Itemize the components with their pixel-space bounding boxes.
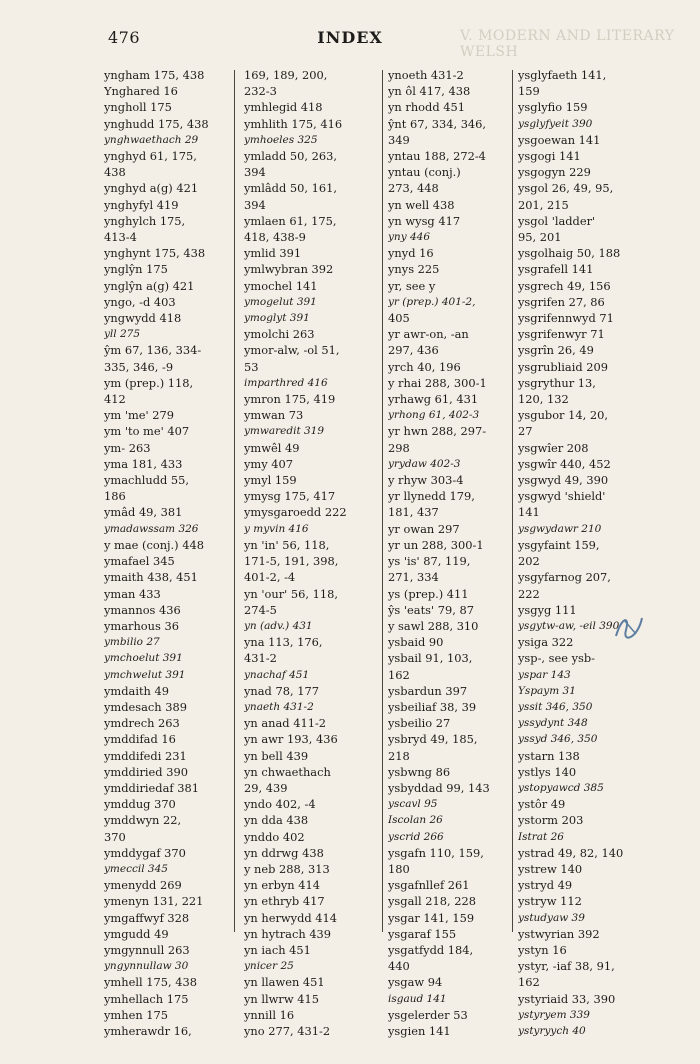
index-entry: 53 <box>244 359 259 374</box>
index-entry: yscrid 266 <box>388 830 444 843</box>
column-rule <box>382 70 383 932</box>
index-entry: 29, 439 <box>244 780 288 795</box>
index-entry: yssyd 346, 350 <box>518 733 598 746</box>
index-entry: ysgaraf 155 <box>388 926 457 941</box>
index-entry: yn hytrach 439 <box>244 926 332 941</box>
index-entry: ys (prep.) 411 <box>388 586 469 601</box>
index-entry: ymhellach 175 <box>104 991 189 1006</box>
index-entry: ysglyfio 159 <box>518 100 588 115</box>
index-entry: ysgrythur 13, <box>518 375 596 390</box>
index-entry: ymdaith 49 <box>104 683 169 698</box>
index-entry: yr awr-on, -an <box>388 327 469 342</box>
index-entry: ynyd 16 <box>388 246 434 261</box>
index-entry: ymddiried 390 <box>104 764 188 779</box>
index-entry: yntau 188, 272-4 <box>388 149 486 164</box>
index-entry: ymgynnull 263 <box>104 942 190 957</box>
index-entry: ymadawssam 326 <box>104 522 199 535</box>
index-entry: yn llawen 451 <box>244 975 325 990</box>
index-entry: 401-2, -4 <box>244 570 296 585</box>
index-entry: ymddiriedaf 381 <box>104 780 199 795</box>
index-entry: ymhlegid 418 <box>244 100 323 115</box>
index-entry: ysgubor 14, 20, <box>518 408 608 423</box>
index-entry: ysgelerder 53 <box>388 1007 468 1022</box>
index-entry: ymogelut 391 <box>244 295 317 308</box>
index-entry: yrydaw 402-3 <box>388 457 461 470</box>
index-entry: 370 <box>104 829 126 844</box>
index-entry: yr un 288, 300-1 <box>388 537 484 552</box>
index-entry: 202 <box>518 554 540 569</box>
index-entry: yn ddrwg 438 <box>244 845 324 860</box>
index-entry: ysgafn 110, 159, <box>388 845 484 860</box>
index-entry: 394 <box>244 165 266 180</box>
index-entry: ysgar 141, 159 <box>388 910 475 925</box>
running-head: INDEX <box>317 28 383 47</box>
index-entry: ysgall 218, 228 <box>388 894 476 909</box>
index-entry: ystôr 49 <box>518 797 566 812</box>
index-entry: 440 <box>388 959 410 974</box>
index-entry: ymlid 391 <box>244 246 302 261</box>
index-entry: yna 113, 176, <box>244 635 323 650</box>
index-entry: ymor-alw, -ol 51, <box>244 343 340 358</box>
index-entry: ymlâdd 50, 161, <box>244 181 337 196</box>
index-entry: ysgol 26, 49, 95, <box>518 181 614 196</box>
index-entry: ystarn 138 <box>518 748 580 763</box>
index-entry: ysbeilio 27 <box>388 716 451 731</box>
index-entry: ym (prep.) 118, <box>104 375 194 390</box>
index-entry: ystrew 140 <box>518 861 583 876</box>
index-entry: ym- 263 <box>104 440 151 455</box>
index-entry: ysgwîr 440, 452 <box>518 456 611 471</box>
index-entry: ysbardun 397 <box>388 683 468 698</box>
index-entry: ŷm 67, 136, 334- <box>104 343 202 358</box>
index-entry: yno 277, 431-2 <box>244 1023 331 1038</box>
index-entry: ysgyfaint 159, <box>518 537 600 552</box>
index-entry: yn ôl 417, 438 <box>388 84 471 99</box>
index-entry: ysgytw-aw, -eil 390 <box>518 619 620 632</box>
index-entry: 180 <box>388 861 410 876</box>
index-entry: ysgwyd 49, 390 <box>518 473 609 488</box>
index-entry: ysgwyd 'shield' <box>518 489 606 504</box>
index-entry: ymddygaf 370 <box>104 845 186 860</box>
bleed-through-heading: V. MODERN AND LITERARY WELSH <box>460 28 675 60</box>
index-entry: ystyryych 40 <box>518 1024 586 1037</box>
index-entry: ymhell 175, 438 <box>104 975 197 990</box>
index-entry: ystlys 140 <box>518 764 577 779</box>
index-entry: yssit 346, 350 <box>518 700 593 713</box>
index-entry: ysgwîer 208 <box>518 440 589 455</box>
index-column-1 <box>104 67 228 1039</box>
index-entry: ymhoeles 325 <box>244 133 318 146</box>
index-column-4 <box>518 67 642 1039</box>
index-entry: yr owan 297 <box>388 521 460 536</box>
index-entry: ymdrech 263 <box>104 716 180 731</box>
index-entry: ymladd 50, 263, <box>244 149 337 164</box>
index-entry: ymâd 49, 381 <box>104 505 183 520</box>
index-entry: 438 <box>104 165 126 180</box>
page-number: 476 <box>108 28 141 47</box>
index-entry: ystrad 49, 82, 140 <box>518 845 624 860</box>
index-entry: ysgatfydd 184, <box>388 942 474 957</box>
index-entry: Iscolan 26 <box>388 814 443 827</box>
index-entry: ymafael 345 <box>104 554 175 569</box>
index-entry: yn bell 439 <box>244 748 309 763</box>
index-entry: ynaeth 431-2 <box>244 700 314 713</box>
index-entry: yr, see y <box>388 278 436 293</box>
index-entry: ynicer 25 <box>244 960 294 973</box>
index-entry: yssydynt 348 <box>518 717 588 730</box>
index-column-2 <box>244 67 368 1039</box>
index-entry: ys 'is' 87, 119, <box>388 554 471 569</box>
index-entry: ymochel 141 <box>244 278 318 293</box>
index-entry: ysgafnllef 261 <box>388 878 470 893</box>
index-entry: yll 275 <box>104 328 141 341</box>
index-entry: isgaud 141 <box>388 992 447 1005</box>
index-entry: ysgyfarnog 207, <box>518 570 611 585</box>
index-entry: Ynghared 16 <box>104 84 178 99</box>
index-entry: ymddug 370 <box>104 797 176 812</box>
index-entry: ysgwydawr 210 <box>518 522 602 535</box>
index-entry: ymlwybran 392 <box>244 262 334 277</box>
index-entry: 222 <box>518 586 540 601</box>
index-column-3 <box>388 67 512 1039</box>
index-entry: ymyl 159 <box>244 473 297 488</box>
index-entry: ymeccil 345 <box>104 862 168 875</box>
index-entry: ysbwng 86 <box>388 764 451 779</box>
index-entry: ynghyd a(g) 421 <box>104 181 199 196</box>
index-entry: 162 <box>518 975 540 990</box>
index-entry: ymherawdr 16, <box>104 1023 192 1038</box>
index-entry: ystorm 203 <box>518 813 584 828</box>
index-entry: ymaith 438, 451 <box>104 570 198 585</box>
index-entry: yngwydd 418 <box>104 311 182 326</box>
index-entry: 218 <box>388 748 410 763</box>
index-entry: yr (prep.) 401-2, <box>388 295 476 308</box>
index-entry: yn (adv.) 431 <box>244 619 313 632</box>
index-entry: 418, 438-9 <box>244 230 306 245</box>
index-entry: ynnill 16 <box>244 1007 295 1022</box>
index-entry: ystryw 112 <box>518 894 582 909</box>
index-entry: yscavl 95 <box>388 798 438 811</box>
index-entry: ysgyg 111 <box>518 602 577 617</box>
index-entry: ynys 225 <box>388 262 440 277</box>
index-entry: 181, 437 <box>388 505 439 520</box>
index-entry: ysgogi 141 <box>518 149 581 164</box>
index-entry: ysbeiliaf 38, 39 <box>388 699 477 714</box>
index-entry: ymddwyn 22, <box>104 813 182 828</box>
index-entry: ymannos 436 <box>104 602 181 617</box>
index-entry: y sawl 288, 310 <box>388 618 479 633</box>
index-entry: y neb 288, 313 <box>244 861 330 876</box>
index-entry: ymwaredit 319 <box>244 425 325 438</box>
index-entry: ysgrech 49, 156 <box>518 278 611 293</box>
index-entry: ymolchi 263 <box>244 327 315 342</box>
index-entry: 159 <box>518 84 540 99</box>
index-entry: ymarhous 36 <box>104 618 179 633</box>
index-entry: ysglyfyeit 390 <box>518 117 593 130</box>
index-entry: ysgol 'ladder' <box>518 213 596 228</box>
index-entry: yn anad 411-2 <box>244 716 327 731</box>
index-entry: ymddifedi 231 <box>104 748 187 763</box>
index-entry: ymchoelut 391 <box>104 652 183 665</box>
index-entry: 298 <box>388 440 410 455</box>
index-entry: ystudyaw 39 <box>518 911 585 924</box>
index-entry: yn well 438 <box>388 197 455 212</box>
index-entry: ystyriaid 33, 390 <box>518 991 616 1006</box>
index-entry: ysp-, see ysb- <box>518 651 596 666</box>
index-entry: 95, 201 <box>518 230 562 245</box>
index-entry: ystwyrian 392 <box>518 926 600 941</box>
index-entry: ysgrifenwyr 71 <box>518 327 605 342</box>
index-entry: ysbail 91, 103, <box>388 651 473 666</box>
index-entry: ymhen 175 <box>104 1007 169 1022</box>
index-entry: 201, 215 <box>518 197 569 212</box>
index-entry: yn rhodd 451 <box>388 100 465 115</box>
index-entry: ysgaw 94 <box>388 975 443 990</box>
index-entry: 335, 346, -9 <box>104 359 174 374</box>
index-entry: ysgolhaig 50, 188 <box>518 246 621 261</box>
index-entry: ysgrifen 27, 86 <box>518 294 605 309</box>
index-entry: ymlaen 61, 175, <box>244 213 337 228</box>
index-entry: yngham 175, 438 <box>104 68 205 82</box>
index-entry: ysgien 141 <box>388 1023 451 1038</box>
index-entry: yny 446 <box>388 231 431 244</box>
index-entry: ysbyddad 99, 143 <box>388 780 490 795</box>
index-entry: 141 <box>518 505 540 520</box>
index-entry: yma 181, 433 <box>104 456 183 471</box>
index-entry: ysglyfaeth 141, <box>518 68 607 82</box>
index-entry: yndo 402, -4 <box>244 797 316 812</box>
index-entry: yn herwydd 414 <box>244 910 338 925</box>
index-entry: ym 'me' 279 <box>104 408 175 423</box>
index-entry: ymenydd 269 <box>104 878 182 893</box>
index-entry: ysgogyn 229 <box>518 165 591 180</box>
index-entry: yngynnullaw 30 <box>104 960 189 973</box>
index-entry: yn ethryb 417 <box>244 894 325 909</box>
index-entry: imparthred 416 <box>244 376 328 389</box>
index-entry: ysgrubliaid 209 <box>518 359 609 374</box>
index-entry: ynghyd 61, 175, <box>104 149 197 164</box>
index-entry: ymdesach 389 <box>104 699 187 714</box>
index-entry: y mae (conj.) 448 <box>104 537 204 552</box>
column-rule <box>512 70 513 932</box>
index-entry: yngholl 175 <box>104 100 172 115</box>
index-entry: ynachaf 451 <box>244 668 310 681</box>
index-entry: yspar 143 <box>518 668 571 681</box>
index-entry: y rhai 288, 300-1 <box>388 375 487 390</box>
index-entry: ymgaffwyf 328 <box>104 910 190 925</box>
index-entry: ynddo 402 <box>244 829 305 844</box>
index-entry: 120, 132 <box>518 392 569 407</box>
index-entry: yrch 40, 196 <box>388 359 461 374</box>
index-entry: ymbilio 27 <box>104 636 160 649</box>
index-entry: ym 'to me' 407 <box>104 424 190 439</box>
index-entry: ymhlith 175, 416 <box>244 116 343 131</box>
index-entry: yn erbyn 414 <box>244 878 321 893</box>
index-entry: ysiga 322 <box>518 635 574 650</box>
index-entry: 349 <box>388 132 410 147</box>
index-entry: ŷnt 67, 334, 346, <box>388 116 487 131</box>
index-entry: 171-5, 191, 398, <box>244 554 339 569</box>
index-entry: Yspaym 31 <box>518 684 576 697</box>
index-entry: ymachludd 55, <box>104 473 190 488</box>
index-entry: yntau (conj.) <box>388 165 461 180</box>
index-entry: 412 <box>104 392 126 407</box>
index-entry: ysgrafell 141 <box>518 262 594 277</box>
index-entry: 431-2 <box>244 651 277 666</box>
index-entry: ynghylch 175, <box>104 213 186 228</box>
index-entry: yman 433 <box>104 586 161 601</box>
index-entry: yn wysg 417 <box>388 213 461 228</box>
index-entry: ynad 78, 177 <box>244 683 319 698</box>
index-entry: Istrat 26 <box>518 830 564 843</box>
index-entry: ymron 175, 419 <box>244 392 336 407</box>
index-entry: ymy 407 <box>244 456 294 471</box>
index-entry: yn dda 438 <box>244 813 309 828</box>
index-entry: 271, 334 <box>388 570 439 585</box>
index-entry: ynghudd 175, 438 <box>104 116 209 131</box>
index-entry: yn 'our' 56, 118, <box>244 586 339 601</box>
index-entry: yn iach 451 <box>244 942 311 957</box>
index-entry: ymysgaroedd 222 <box>244 505 347 520</box>
index-entry: yr llynedd 179, <box>388 489 475 504</box>
index-entry: ynglŷn 175 <box>104 262 168 277</box>
column-rule <box>234 70 235 932</box>
index-entry: 27 <box>518 424 533 439</box>
index-entry: 413-4 <box>104 230 137 245</box>
index-entry: 394 <box>244 197 266 212</box>
index-entry: ysbaid 90 <box>388 635 444 650</box>
index-entry: 297, 436 <box>388 343 439 358</box>
index-entry: ystyryem 339 <box>518 1008 590 1021</box>
index-entry: ynghyfyl 419 <box>104 197 179 212</box>
index-entry: ynghynt 175, 438 <box>104 246 206 261</box>
index-entry: 162 <box>388 667 410 682</box>
index-entry: ymenyn 131, 221 <box>104 894 204 909</box>
index-entry: y rhyw 303-4 <box>388 473 464 488</box>
index-entry: ystryd 49 <box>518 878 573 893</box>
index-entry: ysbryd 49, 185, <box>388 732 478 747</box>
index-entry: 169, 189, 200, <box>244 68 328 82</box>
index-entry: ystyr, -iaf 38, 91, <box>518 959 615 974</box>
index-entry: ysgoewan 141 <box>518 132 601 147</box>
index-entry: 232-3 <box>244 84 277 99</box>
index-entry: ysgrîn 26, 49 <box>518 343 594 358</box>
index-entry: yngo, -d 403 <box>104 294 176 309</box>
index-entry: 405 <box>388 311 410 326</box>
index-entry: ymysg 175, 417 <box>244 489 336 504</box>
index-entry: yrhawg 61, 431 <box>388 392 479 407</box>
index-entry: ynghwaethach 29 <box>104 133 199 146</box>
index-entry: ystopyawcd 385 <box>518 781 604 794</box>
index-entry: yn chwaethach <box>244 764 331 779</box>
index-entry: yn 'in' 56, 118, <box>244 537 330 552</box>
index-entry: y myvin 416 <box>244 522 309 535</box>
index-entry: ymchwelut 391 <box>104 668 186 681</box>
index-entry: ymoglyt 391 <box>244 312 310 325</box>
index-entry: 274-5 <box>244 602 277 617</box>
index-entry: ysgrifennwyd 71 <box>518 311 614 326</box>
index-entry: ŷs 'eats' 79, 87 <box>388 602 474 617</box>
index-entry: yrhong 61, 402-3 <box>388 409 480 422</box>
index-entry: ymwan 73 <box>244 408 304 423</box>
index-entry: yn llwrw 415 <box>244 991 319 1006</box>
index-entry: 273, 448 <box>388 181 439 196</box>
ink-annotation-icon <box>612 612 648 642</box>
index-entry: ymwêl 49 <box>244 440 300 455</box>
index-entry: yn awr 193, 436 <box>244 732 338 747</box>
index-entry: ynoeth 431-2 <box>388 68 464 82</box>
index-entry: 186 <box>104 489 126 504</box>
index-entry: ynglŷn a(g) 421 <box>104 278 195 293</box>
index-entry: ymgudd 49 <box>104 926 169 941</box>
index-entry: yr hwn 288, 297- <box>388 424 487 439</box>
index-entry: ymddifad 16 <box>104 732 176 747</box>
index-entry: ystyn 16 <box>518 942 567 957</box>
